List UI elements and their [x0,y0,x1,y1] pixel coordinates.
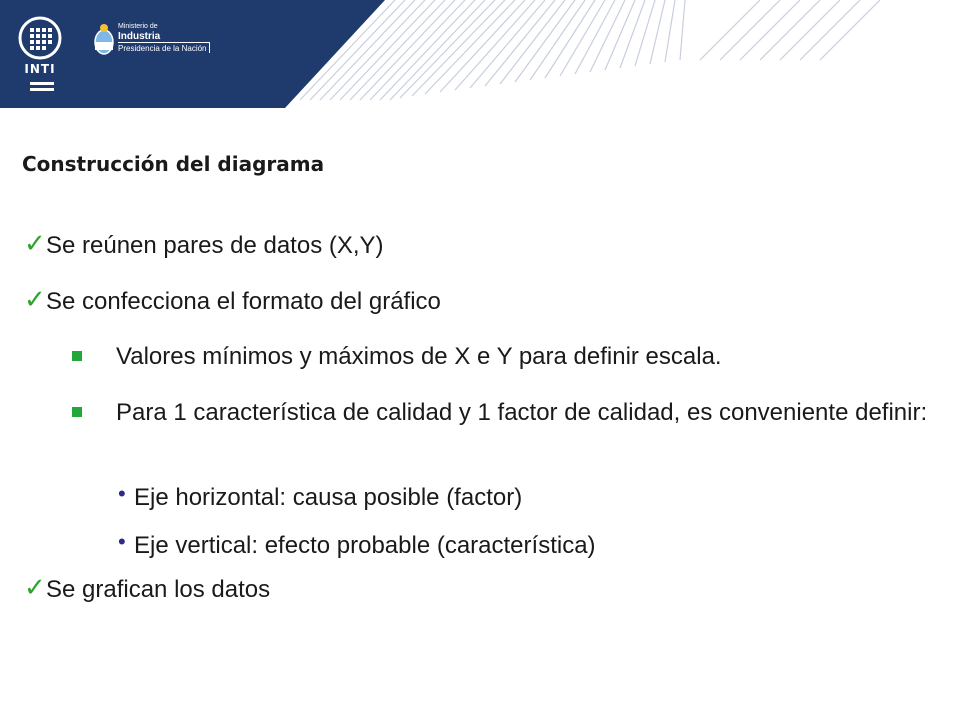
list-item [118,482,522,514]
ministry-label [118,22,210,53]
list-item [24,286,441,318]
check-icon: ✓ [24,573,46,603]
ministry-line1: Ministerio de [118,23,158,30]
dot-bullet-icon: • [118,481,126,506]
item-text: Se reúnen pares de datos (X,Y) [46,232,384,259]
list-item [24,230,384,262]
check-icon: ✓ [24,229,46,259]
item-text: Se confecciona el formato del gráfico [46,288,441,315]
ministry-line2: Industria [118,31,161,42]
item-text: Eje vertical: efecto probable (característica) [134,532,596,559]
dot-bullet-icon: • [118,529,126,554]
slide-header [0,0,960,115]
list-item [72,397,932,429]
slide-title: Construcción del diagrama [22,152,325,176]
header-graphic [0,0,960,115]
header-stripes [300,0,880,100]
inti-logo-label: INTI [24,62,56,76]
list-item [118,530,596,562]
list-item [24,574,270,606]
check-icon: ✓ [24,285,46,315]
item-text: Eje horizontal: causa posible (factor) [134,484,523,511]
square-bullet-icon [72,351,82,361]
item-text: Valores mínimos y máximos de X e Y para definir escala. [116,343,722,370]
ministry-line3: Presidencia de la Nación [118,42,210,53]
list-item [72,341,932,373]
square-bullet-icon [72,407,82,417]
item-text: Para 1 característica de calidad y 1 factor de calidad, es conveniente definir: [116,399,928,426]
item-text: Se grafican los datos [46,576,271,603]
